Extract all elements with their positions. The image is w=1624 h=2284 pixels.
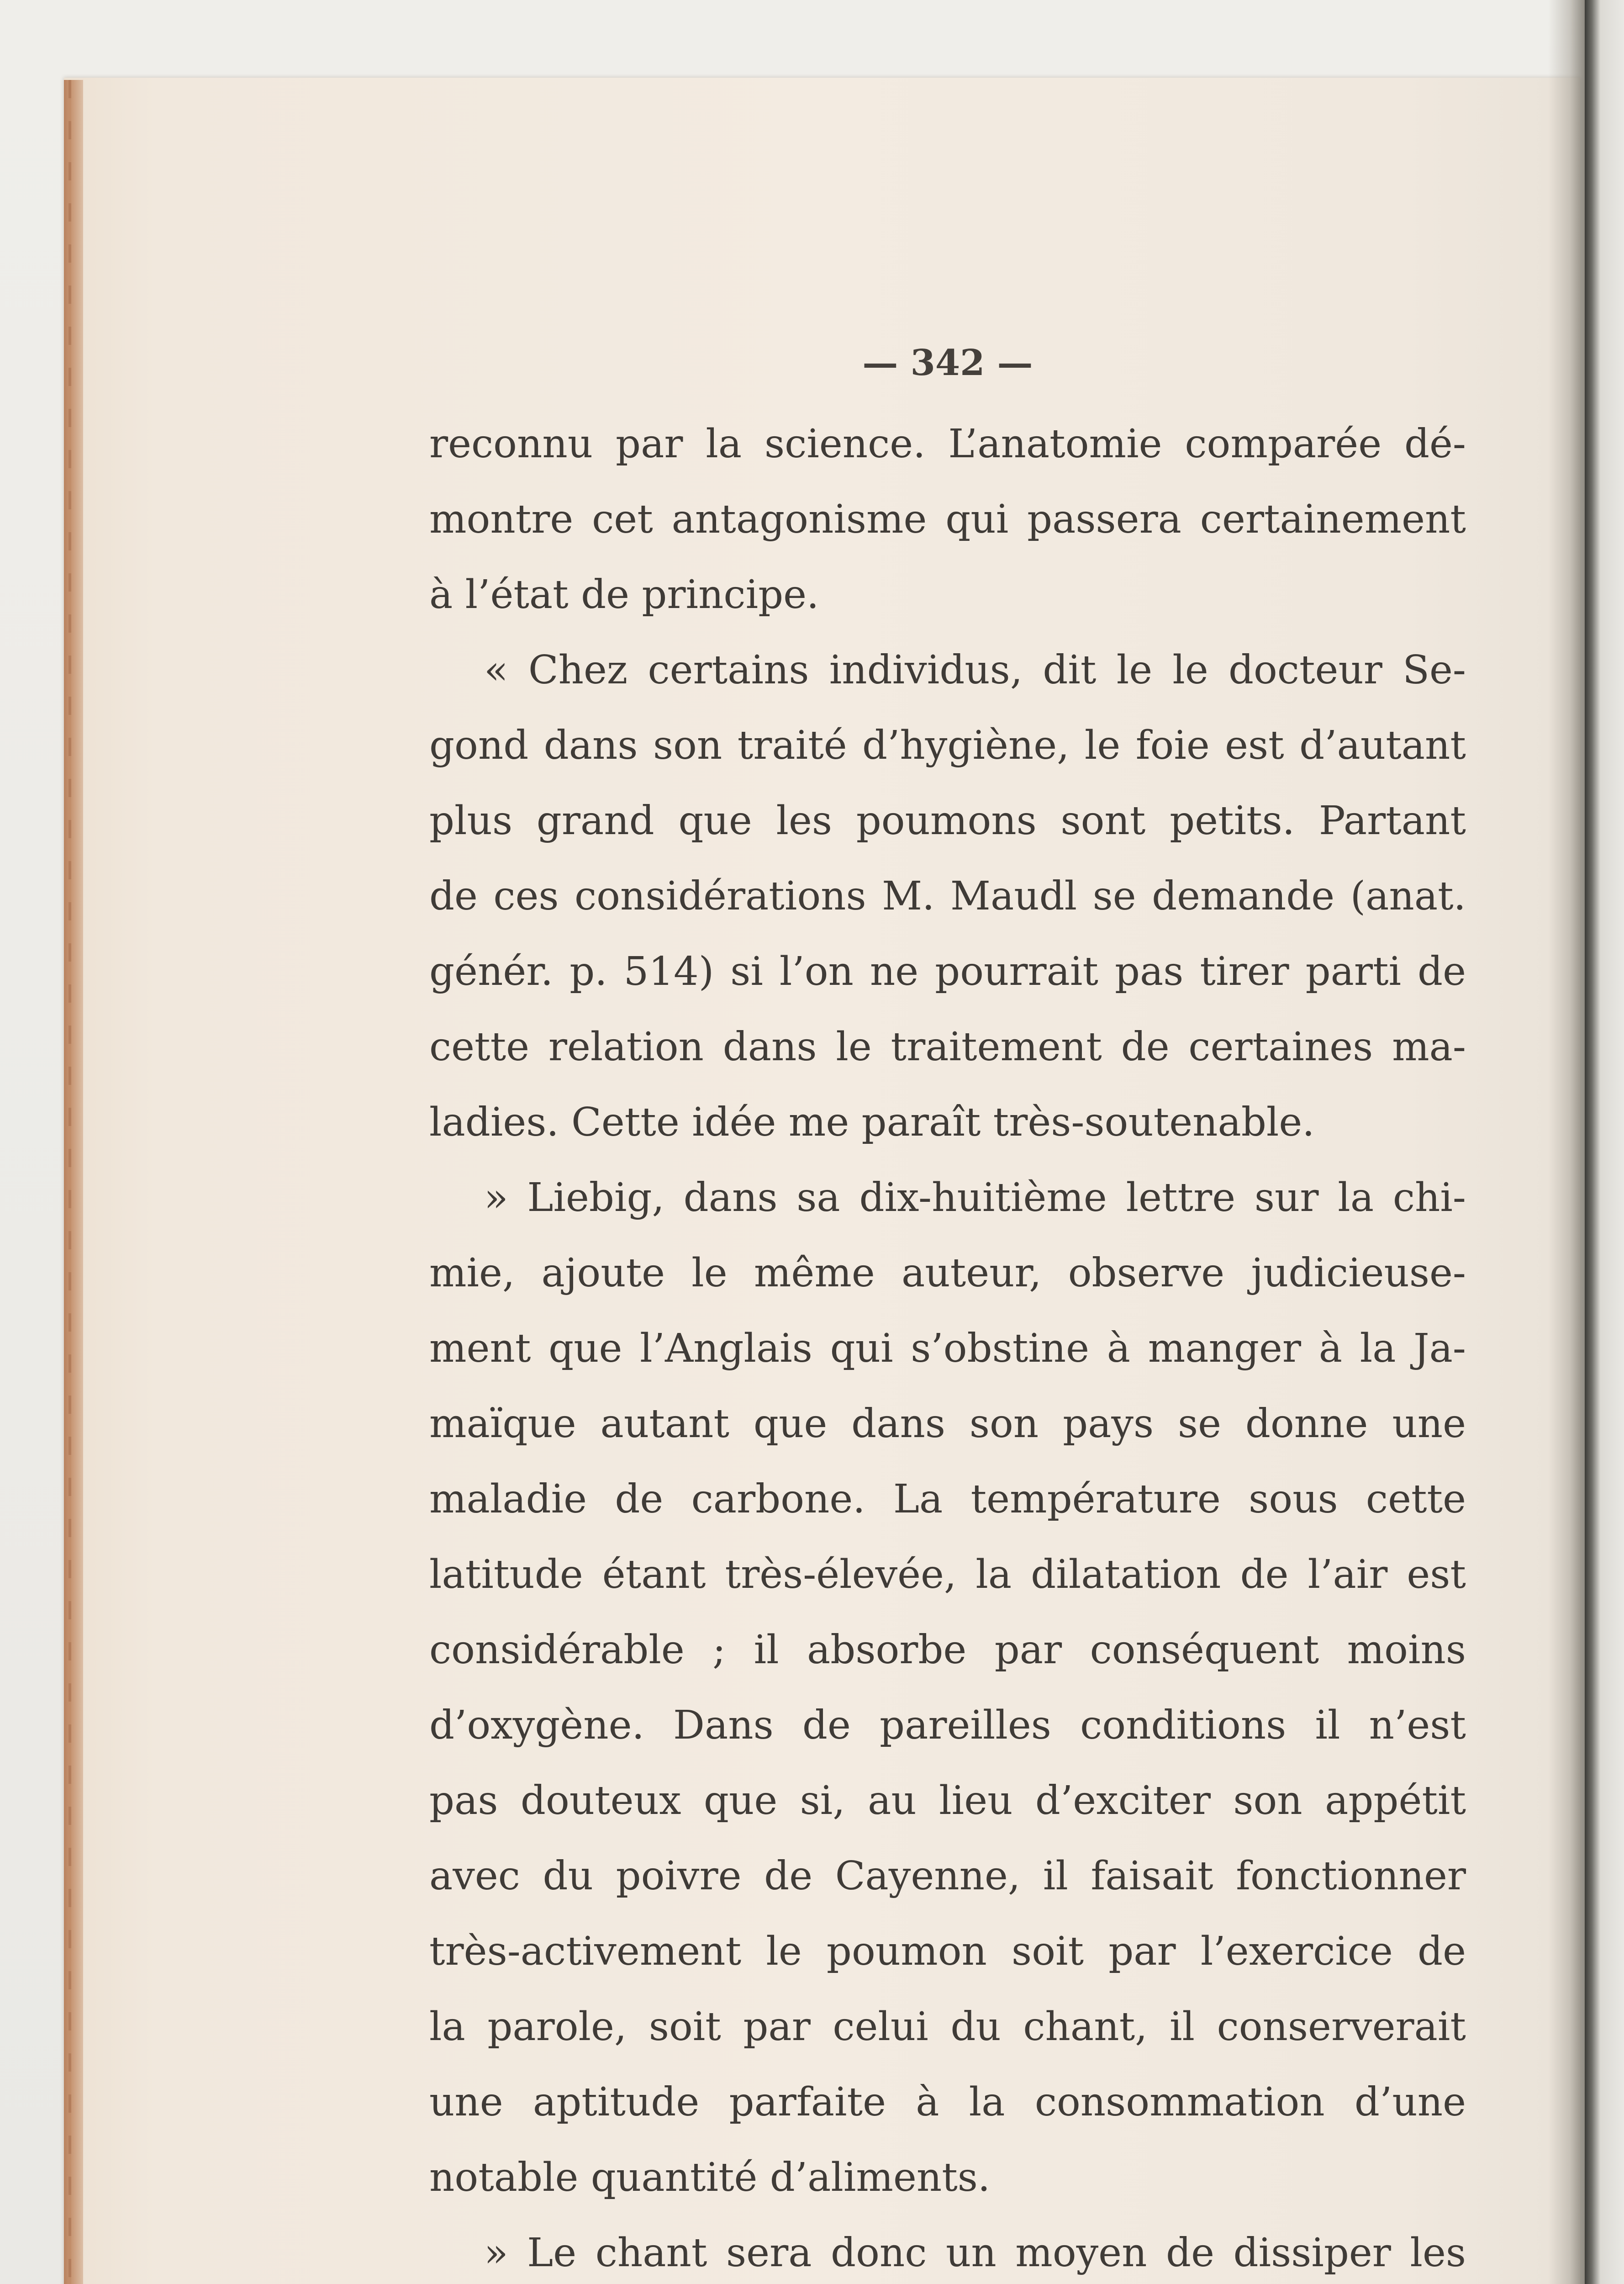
page-number: — 342 — <box>862 342 1033 384</box>
text-line: ment que l’Anglais qui s’obstine à manger à la Ja- <box>429 1326 1466 1371</box>
spine-shadow <box>1548 0 1585 2284</box>
body-text-block <box>429 329 1466 2284</box>
text-line: ladies. Cette idée me paraît très-soutenable. <box>429 1100 1315 1145</box>
text-line: maladie de carbone. La température sous cette <box>429 1476 1466 1522</box>
text-line: d’oxygène. Dans de pareilles conditions il n’est <box>429 1702 1466 1748</box>
page-edge-binding <box>64 80 83 2284</box>
text-line: notable quantité d’aliments. <box>429 2155 991 2200</box>
text-line: « Chez certains individus, dit le le docteur Se- <box>484 647 1466 693</box>
adjacent-page-edge <box>1585 0 1624 2284</box>
text-line: montre cet antagonisme qui passera certainement <box>429 497 1466 542</box>
text-line: » Liebig, dans sa dix-huitième lettre sur la chi- <box>484 1175 1466 1221</box>
text-line: avec du poivre de Cayenne, il faisait fonctionner <box>429 1853 1466 1899</box>
text-line: une aptitude parfaite à la consommation d’une <box>429 2079 1466 2125</box>
text-line: reconnu par la science. L’anatomie comparée dé- <box>429 421 1466 467</box>
text-line: latitude étant très-élevée, la dilatation de l’air est <box>429 1552 1466 1597</box>
text-line: gond dans son traité d’hygiène, le foie est d’autant <box>429 723 1466 768</box>
text-line: très-activement le poumon soit par l’exercice de <box>429 1929 1466 1974</box>
text-line: maïque autant que dans son pays se donne une <box>429 1401 1466 1447</box>
text-line: plus grand que les poumons sont petits. Partant <box>429 798 1466 844</box>
text-line: pas douteux que si, au lieu d’exciter son appétit <box>429 1778 1466 1824</box>
text-line: de ces considérations M. Maudl se demande (anat. <box>429 873 1466 919</box>
text-line: considérable ; il absorbe par conséquent moins <box>429 1627 1466 1673</box>
text-line: à l’état de principe. <box>429 572 819 618</box>
text-line: la parole, soit par celui du chant, il conserverait <box>429 2004 1466 2050</box>
text-line: » Le chant sera donc un moyen de dissiper les <box>484 2230 1466 2276</box>
text-line: cette relation dans le traitement de certaines ma- <box>429 1024 1466 1070</box>
text-line: mie, ajoute le même auteur, observe judicieuse- <box>429 1250 1466 1296</box>
text-line: génér. p. 514) si l’on ne pourrait pas tirer parti de <box>429 949 1466 994</box>
